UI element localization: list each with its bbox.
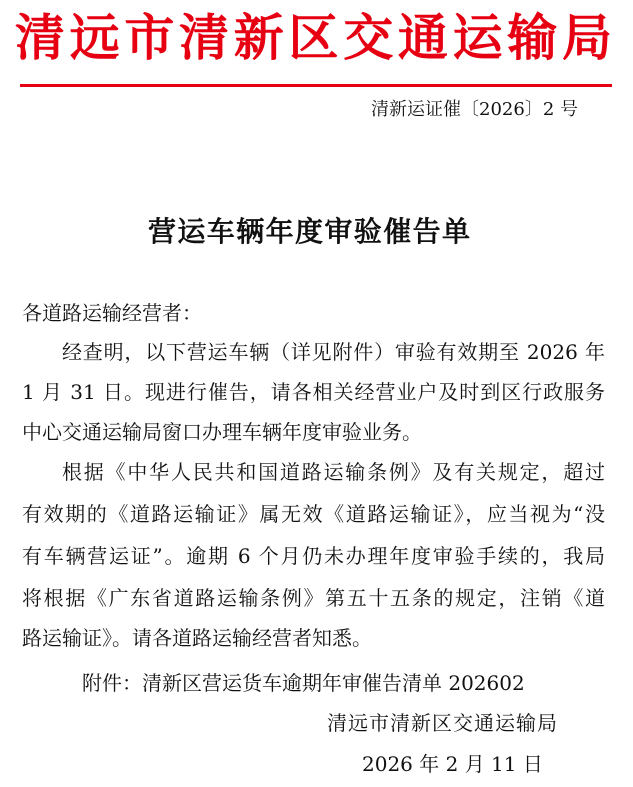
paragraph-line: 有车辆营运证”。逾期 6 个月仍未办理年度审验手续的，我局 <box>22 544 605 568</box>
paragraph-line: 经查明，以下营运车辆（详见附件）审验有效期至 2026 年 <box>62 340 605 364</box>
letterhead-divider <box>20 84 612 87</box>
document-title: 营运车辆年度审验催告单 <box>148 215 470 248</box>
paragraph-line: 将根据《广东省道路运输条例》第五十五条的规定，注销《道 <box>22 586 605 610</box>
attachment-note: 附件：清新区营运货车逾期年审催告清单 202602 <box>82 671 525 695</box>
salutation: 各道路运输经营者： <box>22 301 202 325</box>
paragraph-line: 1 月 31 日。现进行催告，请各相关经营业户及时到区行政服务 <box>22 380 605 404</box>
issue-date: 2026 年 2 月 11 日 <box>362 752 543 776</box>
paragraph-line: 有效期的《道路运输证》属无效《道路运输证》，应当视为“没 <box>22 502 605 526</box>
agency-letterhead: 清远市清新区交通运输局 <box>15 8 612 67</box>
document-number: 清新运证催〔2026〕2 号 <box>371 99 578 120</box>
paragraph-line: 中心交通运输局窗口办理车辆年度审验业务。 <box>22 420 422 444</box>
paragraph-line: 根据《中华人民共和国道路运输条例》及有关规定，超过 <box>62 460 605 484</box>
issuer-signature: 清远市清新区交通运输局 <box>327 711 558 735</box>
paragraph-line: 路运输证》。请各道路运输经营者知悉。 <box>22 626 372 650</box>
